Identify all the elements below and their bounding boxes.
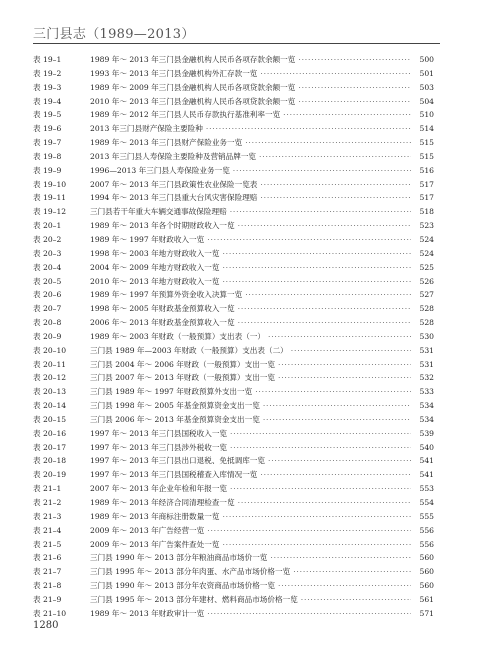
- dot-leader: [222, 538, 411, 552]
- toc-entry: [33, 316, 434, 330]
- toc-entry: [33, 524, 434, 538]
- toc-entry-code: 表 19–11: [33, 193, 67, 203]
- toc-entry-code: 表 20–14: [33, 401, 67, 411]
- toc-entry-code: 表 21–3: [33, 511, 62, 521]
- dot-leader: [230, 441, 411, 455]
- dot-leader: [301, 593, 411, 607]
- toc-entry-code: 表 21–7: [33, 567, 62, 577]
- dot-leader: [260, 67, 411, 81]
- dot-leader: [260, 468, 411, 482]
- toc-entry-title: 1998 年～ 2003 年地方财政收入一览: [90, 248, 220, 258]
- dot-leader: [222, 510, 411, 524]
- toc-entry-page: 539: [419, 428, 434, 438]
- toc-entry-title: 2013 年三门县人寿保险主要险种及营销品牌一览: [90, 151, 257, 161]
- toc-entry: [33, 191, 434, 205]
- toc-entry-page: 531: [419, 359, 434, 369]
- toc-entry-page: 554: [419, 498, 434, 507]
- toc-entry-title: 1989 年～ 1997 年财政收入一览: [90, 234, 205, 244]
- toc-entry-title: 1989 年～ 2013 年商标注册数量一览: [90, 511, 220, 521]
- toc-entry-title: 2010 年～ 2013 年三门县金融机构人民币各项贷款余额一览: [90, 96, 296, 106]
- toc-entry: [33, 427, 434, 441]
- toc-entry-page: 534: [419, 401, 434, 411]
- toc-entry-page: 528: [419, 318, 434, 328]
- toc-entry-code: 表 20–11: [33, 359, 67, 369]
- toc-entry: [33, 330, 434, 344]
- toc-entry: [33, 219, 434, 233]
- toc-entry-title: 三门县 1995 年～ 2013 部分年建材、燃料商品市场价格一览: [90, 594, 298, 604]
- dot-leader: [298, 53, 411, 67]
- toc-entry-title: 1997 年～ 2013 年三门县出口退税、免抵调库一览: [90, 456, 265, 466]
- toc-entry-title: 1989 年～ 2003 年财政（一般预算）支出表（一）: [90, 331, 265, 341]
- dot-leader: [268, 330, 411, 344]
- dot-leader: [278, 371, 411, 385]
- dot-leader: [207, 233, 411, 247]
- toc-entry: [33, 551, 434, 565]
- toc-entry-page: 560: [419, 553, 434, 563]
- toc-entry-page: 530: [419, 331, 434, 341]
- toc-entry-title: 三门县 1998 年～ 2005 年基金预算资金支出一览: [90, 401, 260, 411]
- toc-entry-page: 504: [419, 96, 434, 106]
- dot-leader: [238, 219, 411, 233]
- toc-entry-title: 1989 年～ 1997 年预算外资金收入决算一览: [90, 290, 243, 300]
- dot-leader: [263, 413, 411, 427]
- toc-entry-title: 2007 年～ 2013 年企业年检和年报一览: [90, 484, 228, 494]
- toc-entry-title: 1997 年～ 2013 年三门县涉外税收一览: [90, 442, 228, 452]
- toc-entry-page: 555: [419, 511, 434, 521]
- dot-leader: [270, 551, 411, 565]
- toc-entry: [33, 122, 434, 136]
- toc-entry-title: 三门县 2006 年～ 2013 年基金预算资金支出一览: [90, 414, 260, 424]
- toc-entry: [33, 95, 434, 109]
- toc-entry-code: 表 19–4: [33, 96, 62, 106]
- dot-leader: [207, 524, 411, 538]
- toc-entry-page: 533: [419, 387, 434, 397]
- toc-entry: [33, 385, 434, 399]
- toc-entry-title: 1989 年～ 2012 年三门县人民币存款执行基准利率一览: [90, 110, 281, 120]
- toc-entry-page: 541: [419, 470, 434, 480]
- toc-entry: [33, 53, 434, 67]
- toc-entry: [33, 468, 434, 482]
- toc-entry: [33, 136, 434, 150]
- toc-entry: [33, 399, 434, 413]
- toc-entry-page: 516: [419, 165, 434, 175]
- toc-entry: [33, 164, 434, 178]
- dot-leader: [207, 607, 411, 621]
- dot-leader: [230, 427, 411, 441]
- toc-entry: [33, 454, 434, 468]
- toc-entry-title: 1989 年～ 2013 年各个时期财政收入一览: [90, 221, 235, 231]
- toc-entry-title: 1989 年～ 2013 年经济合同清理检查一览: [90, 498, 235, 507]
- toc-entry-code: 表 21–2: [33, 498, 62, 507]
- toc-entry: [33, 178, 434, 192]
- toc-entry-code: 表 21–9: [33, 594, 62, 604]
- toc-entry-title: 1998 年～ 2005 年财政基金预算收入一览: [90, 304, 235, 314]
- toc-entry: [33, 288, 434, 302]
- toc-entry-page: 500: [419, 55, 434, 64]
- toc-entry: [33, 108, 434, 122]
- toc-entry-page: 510: [419, 110, 434, 120]
- toc-entry-title: 2009 年～ 2013 年广告案件查处一览: [90, 539, 220, 549]
- toc-entry-page: 556: [419, 525, 434, 535]
- toc-entry-page: 501: [419, 68, 434, 78]
- toc-entry-code: 表 19–3: [33, 82, 62, 92]
- dot-leader: [222, 247, 411, 261]
- toc-entry-title: 三门县 1995 年～ 2013 部分年肉蛋、水产品市场价格一览: [90, 567, 291, 577]
- toc-entry-title: 1989 年～ 2009 年三门县金融机构人民币各项贷款余额一览: [90, 82, 296, 92]
- toc-entry-page: 514: [419, 124, 434, 134]
- toc-entry-page: 524: [419, 248, 434, 258]
- toc-entry-code: 表 21–6: [33, 553, 62, 563]
- toc-entry-code: 表 19–10: [33, 179, 67, 189]
- toc-entry-title: 1989 年～ 2013 年三门县金融机构人民币各项存款余额一览: [90, 55, 296, 64]
- toc-entry-title: 1996—2013 年三门县人寿保险业务一览: [90, 165, 230, 175]
- toc-entry-code: 表 20–15: [33, 414, 67, 424]
- toc-entry-code: 表 20–13: [33, 387, 67, 397]
- toc-entry-code: 表 19–9: [33, 165, 62, 175]
- toc-entry-code: 表 21–4: [33, 525, 62, 535]
- toc-entry-code: 表 19–12: [33, 207, 67, 217]
- toc-entry-code: 表 20–7: [33, 304, 62, 314]
- toc-entry-title: 三门县 1990 年～ 2013 部分年粮油商品市场价一览: [90, 553, 268, 563]
- dot-leader: [298, 81, 411, 95]
- toc-entry: [33, 482, 434, 496]
- toc-entry-title: 2004 年～ 2009 年地方财政收入一览: [90, 262, 220, 272]
- toc-entry-page: 553: [419, 484, 434, 494]
- toc-entry-code: 表 20–8: [33, 318, 62, 328]
- toc-entry-title: 2006 年～ 2013 年财政基金预算收入一览: [90, 318, 235, 328]
- toc-entry-code: 表 20–6: [33, 290, 62, 300]
- dot-leader: [206, 122, 411, 136]
- toc-entry-page: 515: [419, 138, 434, 148]
- toc-entry-code: 表 20–9: [33, 331, 62, 341]
- toc-entry-title: 1989 年～ 2013 年三门县财产保险业务一览: [90, 138, 243, 148]
- toc-entry-title: 1997 年～ 2013 年三门县国税收入一览: [90, 428, 228, 438]
- dot-leader: [259, 150, 411, 164]
- toc-entry-title: 三门县 2007 年～ 2013 年财政（一般预算）支出一览: [90, 373, 275, 383]
- toc-entry-page: 528: [419, 304, 434, 314]
- dot-leader: [298, 95, 411, 109]
- toc-entry-page: 525: [419, 262, 434, 272]
- toc-entry: [33, 261, 434, 275]
- dot-leader: [291, 344, 411, 358]
- dot-leader: [255, 385, 411, 399]
- toc-entry: [33, 302, 434, 316]
- toc-entry: [33, 67, 434, 81]
- dot-leader: [238, 496, 411, 510]
- dot-leader: [278, 358, 411, 372]
- toc-entry-title: 三门县 1990 年～ 2013 部分年农资商品市场价格一览: [90, 581, 275, 591]
- toc-entry-page: 517: [419, 179, 434, 189]
- toc-entry-title: 三门县 2004 年～ 2006 年财政（一般预算）支出一览: [90, 359, 275, 369]
- toc-entry-code: 表 20–3: [33, 248, 62, 258]
- toc-entry-code: 表 20–16: [33, 428, 67, 438]
- toc-entry-title: 1994 年～ 2013 年三门县重大台风灾害保险理赔: [90, 193, 258, 203]
- toc-entry-page: 556: [419, 539, 434, 549]
- toc-entry-title: 三门县 1989 年—2003 年财政（一般预算）支出表（二）: [90, 345, 288, 355]
- toc-entry-title: 三门县 1989 年～ 1997 年财政预算外支出一览: [90, 387, 253, 397]
- toc-entry-code: 表 21–10: [33, 608, 67, 618]
- dot-leader: [233, 164, 411, 178]
- toc-entry-page: 517: [419, 193, 434, 203]
- dot-leader: [222, 261, 411, 275]
- dot-leader: [230, 205, 411, 219]
- toc-entry-code: 表 20–19: [33, 470, 67, 480]
- toc-entry-page: 515: [419, 151, 434, 161]
- toc-entry-page: 541: [419, 456, 434, 466]
- toc-entry-page: 531: [419, 345, 434, 355]
- toc-entry-code: 表 20–17: [33, 442, 67, 452]
- toc-entry: [33, 275, 434, 289]
- dot-leader: [245, 136, 411, 150]
- dot-leader: [268, 454, 411, 468]
- toc-entry-code: 表 20–10: [33, 345, 67, 355]
- toc-entry-page: 560: [419, 567, 434, 577]
- toc-entry: [33, 565, 434, 579]
- page-header-title: 三门县志（1989—2013）: [33, 27, 195, 42]
- toc-entry: [33, 205, 434, 219]
- toc-entry-code: 表 20–12: [33, 373, 67, 383]
- toc-entry-page: 532: [419, 373, 434, 383]
- toc-entry-page: 561: [419, 594, 434, 604]
- dot-leader: [278, 579, 411, 593]
- toc-entry-code: 表 20–1: [33, 221, 62, 231]
- toc-entry-code: 表 21–5: [33, 539, 62, 549]
- toc-entry-title: 2010 年～ 2013 年地方财政收入一览: [90, 276, 220, 286]
- dot-leader: [238, 302, 411, 316]
- toc-entry-code: 表 21–1: [33, 484, 62, 494]
- toc-entry: [33, 233, 434, 247]
- toc-entry: [33, 579, 434, 593]
- toc-entry-page: 540: [419, 442, 434, 452]
- toc-entry-code: 表 20–4: [33, 262, 62, 272]
- dot-leader: [293, 565, 411, 579]
- toc-entry-code: 表 20–18: [33, 456, 67, 466]
- toc-entry: [33, 510, 434, 524]
- toc-entry-page: 527: [419, 290, 434, 300]
- toc-entry-title: 1993 年～ 2013 年三门县金融机构外汇存款一览: [90, 68, 258, 78]
- toc-entry-page: 571: [419, 608, 434, 618]
- dot-leader: [263, 399, 411, 413]
- toc-entry-title: 1989 年～ 2013 年财政审计一览: [90, 608, 205, 618]
- toc-entry-title: 2007 年～ 2013 年三门县政策性农业保险一览表: [90, 179, 258, 189]
- toc-entry-title: 三门县若干年重大车辆交通事故保险理赔: [90, 207, 227, 217]
- toc-entry-page: 524: [419, 234, 434, 244]
- toc-entry: [33, 371, 434, 385]
- toc-entry-code: 表 19–2: [33, 68, 62, 78]
- dot-leader: [230, 482, 411, 496]
- toc-entry: [33, 150, 434, 164]
- dot-leader: [260, 191, 411, 205]
- toc-entry-code: 表 19–5: [33, 110, 62, 120]
- table-of-contents: [33, 53, 434, 621]
- toc-entry-page: 523: [419, 221, 434, 231]
- toc-entry: [33, 496, 434, 510]
- dot-leader: [222, 275, 411, 289]
- toc-entry: [33, 247, 434, 261]
- toc-entry-page: 518: [419, 207, 434, 217]
- toc-entry-page: 534: [419, 414, 434, 424]
- toc-entry: [33, 344, 434, 358]
- toc-entry-code: 表 20–5: [33, 276, 62, 286]
- dot-leader: [245, 288, 411, 302]
- toc-entry-code: 表 19–1: [33, 55, 62, 64]
- toc-entry-title: 2013 年三门县财产保险主要险种: [90, 124, 203, 134]
- toc-entry: [33, 441, 434, 455]
- toc-entry: [33, 593, 434, 607]
- toc-entry: [33, 607, 434, 621]
- dot-leader: [260, 178, 411, 192]
- toc-entry-code: 表 19–6: [33, 124, 62, 134]
- toc-entry-title: 1997 年～ 2013 年三门县国税稽查入库情况一览: [90, 470, 258, 480]
- toc-entry-code: 表 20–2: [33, 234, 62, 244]
- toc-entry-code: 表 19–7: [33, 138, 62, 148]
- page-number: 1280: [33, 620, 59, 631]
- toc-entry-page: 526: [419, 276, 434, 286]
- toc-entry-title: 2009 年～ 2013 年广告经营一览: [90, 525, 205, 535]
- toc-entry: [33, 358, 434, 372]
- toc-entry: [33, 81, 434, 95]
- toc-entry-code: 表 21–8: [33, 581, 62, 591]
- header-rule: [33, 43, 440, 44]
- dot-leader: [238, 316, 411, 330]
- toc-entry-code: 表 19–8: [33, 151, 62, 161]
- toc-entry: [33, 538, 434, 552]
- dot-leader: [283, 108, 411, 122]
- toc-entry-page: 503: [419, 82, 434, 92]
- toc-entry: [33, 413, 434, 427]
- toc-entry-page: 560: [419, 581, 434, 591]
